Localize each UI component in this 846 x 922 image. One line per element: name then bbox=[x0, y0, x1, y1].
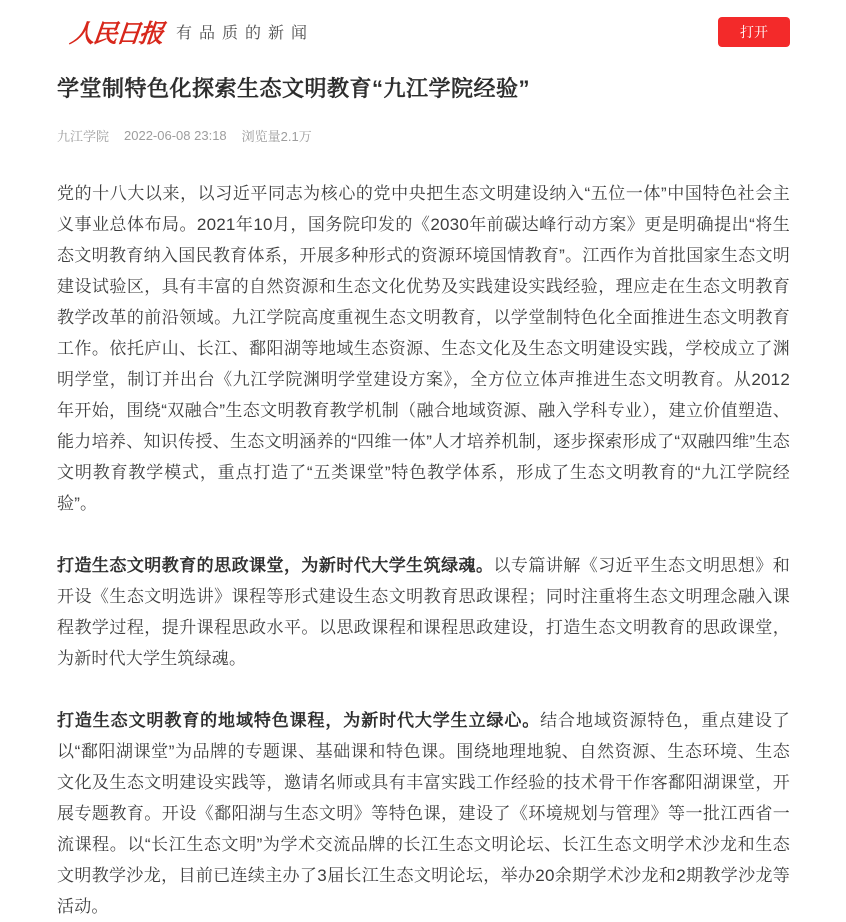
paragraph-lead: 打造生态文明教育的地域特色课程，为新时代大学生立绿心。 bbox=[57, 711, 541, 730]
article-view-count: 浏览量2.1万 bbox=[241, 129, 312, 144]
site-header bbox=[0, 0, 846, 50]
article-title: 学堂制特色化探索生态文明教育“九江学院经验” bbox=[57, 76, 531, 101]
brand-slogan: 有品质的新闻 bbox=[176, 25, 315, 42]
paragraph-lead: 打造生态文明教育的思政课堂，为新时代大学生筑绿魂。 bbox=[57, 556, 494, 575]
brand[interactable] bbox=[70, 14, 314, 50]
paragraph-regional-course bbox=[57, 705, 790, 922]
article-meta bbox=[57, 126, 790, 145]
paragraph-text: 结合地域资源特色，重点建设了以“鄱阳湖课堂”为品牌的专题课、基础课和特色课。围绕地理地貌、自然资源、生态环境、生态文化及生态文明建设实践等，邀请名师或具有丰富实践工作经验的技术骨干作客鄱阳湖课堂，开展专题教育。开设《鄱阳湖与生态文明》等特色课，建设了《环境规划与管理》等一批江西省一流课程。以“长江生态文明”为学术交流品牌的长江生态文明论坛、长江生态文明学术沙龙和生态文明教学沙龙，目前已连续主办了3届长江生态文明论坛，举办20余期学术沙龙和2期教学沙龙等活动。 bbox=[57, 711, 790, 916]
paragraph-text: 以专篇讲解《习近平生态文明思想》和开设《生态文明选讲》课程等形式建设生态文明教育思政课程；同时注重将生态文明理念融入课程教学过程，提升课程思政水平。以思政课程和课程思政建设，打造生态文明教育的思政课堂，为新时代大学生筑绿魂。 bbox=[57, 556, 791, 668]
peoples-daily-logo: 人民日报 bbox=[68, 18, 164, 48]
paragraph-ideology-course bbox=[57, 550, 790, 674]
paragraph-intro bbox=[57, 178, 790, 519]
open-app-button[interactable]: 打开 bbox=[718, 17, 790, 47]
article-main bbox=[0, 74, 846, 922]
article-body bbox=[57, 178, 790, 922]
paragraph-text: 党的十八大以来，以习近平同志为核心的党中央把生态文明建设纳入“五位一体”中国特色社会主义事业总体布局。2021年10月，国务院印发的《2030年前碳达峰行动方案》更是明确提出“将生态文明教育纳入国民教育体系，开展多种形式的资源环境国情教育”。江西作为首批国家生态文明建设试验区，具有丰富的自然资源和生态文化优势及实践建设实践经验，理应走在生态文明教育教学改革的前沿领域。九江学院高度重视生态文明教育，以学堂制特色化全面推进生态文明教育工作。依托庐山、长江、鄱阳湖等地域生态资源、生态文化及生态文明建设实践，学校成立了渊明学堂，制订并出台《九江学院渊明学堂建设方案》，全方位立体声推进生态文明教育。从2012年开始，围绕“双融合”生态文明教育教学机制（融合地域资源、融入学科专业），建立价值塑造、能力培养、知识传授、生态文明涵养的“四维一体”人才培养机制，逐步探索形成了“双融四维”生态文明教育教学模式，重点打造了“五类课堂”特色教学体系，形成了生态文明教育的“九江学院经验”。 bbox=[57, 184, 790, 513]
article-source: 九江学院 bbox=[57, 129, 110, 144]
article-datetime: 2022-06-08 23:18 bbox=[124, 128, 227, 143]
